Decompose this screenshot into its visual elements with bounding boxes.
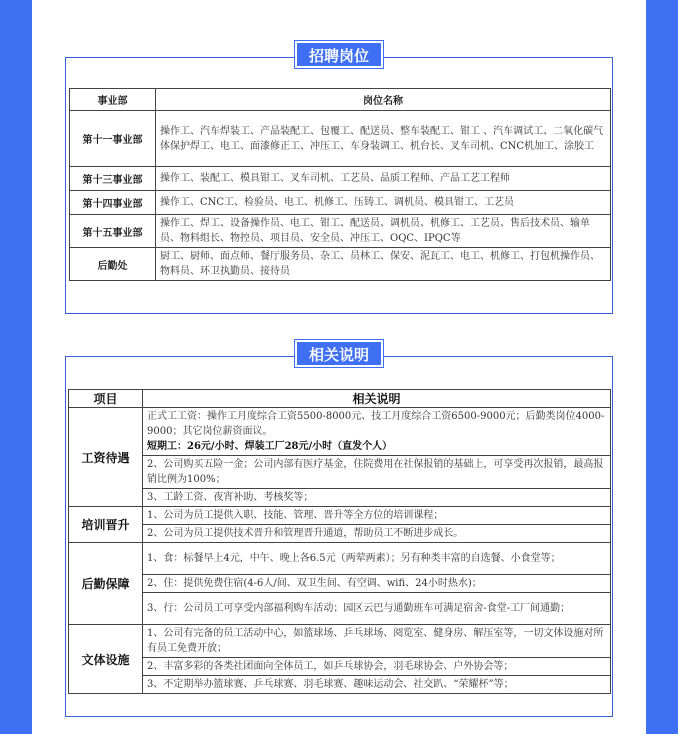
- category-cell-training: 培训晋升: [69, 507, 143, 543]
- table-row: [69, 543, 611, 575]
- table-row: [69, 575, 611, 593]
- table-row: [69, 507, 611, 525]
- section-title-info: 相关说明: [295, 340, 383, 367]
- salary-regular-text: 正式工工资：操作工月度综合工资5500-8000元、技工月度综合工资6500-9000元；后勤类岗位4000-9000；其它岗位薪资面议。: [147, 411, 605, 437]
- table-row: [70, 167, 611, 191]
- info-section: [65, 346, 613, 717]
- training-line-1: 1、公司为员工提供入职、技能、管理、晋升等全方位的培训课程；: [143, 507, 611, 525]
- positions-cell: 操作工、汽车焊装工、产品装配工、包覆工、配送员、整车装配工、钳工 、汽车调试工、二氧化碳气体保护焊工、电工、面漆修正工、冲压工、车身装调工、机台长、叉车司机、CNC机加工、涂胶工: [156, 111, 611, 167]
- positions-cell: 操作工、焊工、设备操作员、电工、钳工、配送员、调机员、机修工、工艺员、售后技术员、输单员、物料组长、物控员、项目员、安全员、冲压工、OQC、IPQC等: [156, 215, 611, 248]
- salary-line-3: 3、工龄工资、夜宵补助、考核奖等；: [143, 489, 611, 507]
- salary-shortterm-text: 短期工：26元/小时、焊装工厂28元/小时（直发个人）: [147, 441, 393, 452]
- training-line-2: 2、公司为员工提供技术晋升和管理晋升通道，帮助员工不断进步成长。: [143, 525, 611, 543]
- positions-cell: 操作工、CNC工、检验员、电工、机修工、压铸工、调机员、模具钳工、工艺员: [156, 191, 611, 215]
- positions-cell: 操作工、装配工、模具钳工、叉车司机、工艺员、品质工程师、产品工艺工程师: [156, 167, 611, 191]
- dept-cell: 第十一事业部: [70, 111, 156, 167]
- salary-line-2: 2、公司购买五险一金；公司内部有医疗基金，住院费用在社保报销的基础上，可享受再次报销，最高报销比例为100%；: [143, 456, 611, 489]
- positions-cell: 厨工、厨师、面点师、餐厅服务员、杂工、员林工、保安、泥瓦工、电工、机修工、打包机操作员、物料员、环卫执勤员、接待员: [156, 248, 611, 281]
- jobs-section: [65, 47, 613, 314]
- table-row: [69, 525, 611, 543]
- info-table: [68, 389, 611, 694]
- dept-cell: 第十四事业部: [70, 191, 156, 215]
- table-row: [69, 625, 611, 658]
- dept-cell: 第十三事业部: [70, 167, 156, 191]
- recreation-line-1: 1、公司有完备的员工活动中心，如篮球场、乒乓球场、阅览室、健身房、解压室等，一切文体设施对所有员工免费开放；: [143, 625, 611, 658]
- category-cell-logistics: 后勤保障: [69, 543, 143, 625]
- table-header-row: [69, 390, 611, 408]
- table-row: [69, 489, 611, 507]
- table-row: [69, 676, 611, 694]
- table-row: [70, 215, 611, 248]
- jobs-table: [69, 88, 611, 281]
- recreation-line-2: 2、丰富多彩的各类社团面向全体员工，如乒乓球协会，羽毛球协会、户外协会等；: [143, 658, 611, 676]
- dept-cell: 后勤处: [70, 248, 156, 281]
- logistics-line-2: 2、住：提供免费住宿(4-6人/间、双卫生间、有空调、wifi、24小时热水)；: [143, 575, 611, 593]
- header-item: 项目: [69, 390, 143, 408]
- table-row: [70, 248, 611, 281]
- table-row: [69, 456, 611, 489]
- header-description: 相关说明: [143, 390, 611, 408]
- salary-line-1: [143, 408, 611, 456]
- dept-cell: 第十五事业部: [70, 215, 156, 248]
- left-blue-border: [0, 0, 32, 734]
- right-blue-border: [646, 0, 678, 734]
- logistics-line-3: 3、行：公司员工可享受内部福利购车活动；园区云巴与通勤班车可满足宿舍-食堂-工厂间通勤；: [143, 593, 611, 625]
- table-header-row: [70, 89, 611, 111]
- header-positions: 岗位名称: [156, 89, 611, 111]
- category-cell-salary: 工资待遇: [69, 408, 143, 507]
- table-row: [70, 111, 611, 167]
- recreation-line-3: 3、不定期举办篮球赛、乒乓球赛、羽毛球赛、趣味运动会、社交趴、“荣耀杯”等；: [143, 676, 611, 694]
- logistics-line-1: 1、食：标餐早上4元，中午、晚上各6.5元（两荤两素）；另有种类丰富的自选餐、小食堂等；: [143, 543, 611, 575]
- table-row: [69, 593, 611, 625]
- category-cell-recreation: 文体设施: [69, 625, 143, 694]
- header-dept: 事业部: [70, 89, 156, 111]
- table-row: [70, 191, 611, 215]
- section-title-jobs: 招聘岗位: [295, 41, 383, 68]
- table-row: [69, 408, 611, 456]
- table-row: [69, 658, 611, 676]
